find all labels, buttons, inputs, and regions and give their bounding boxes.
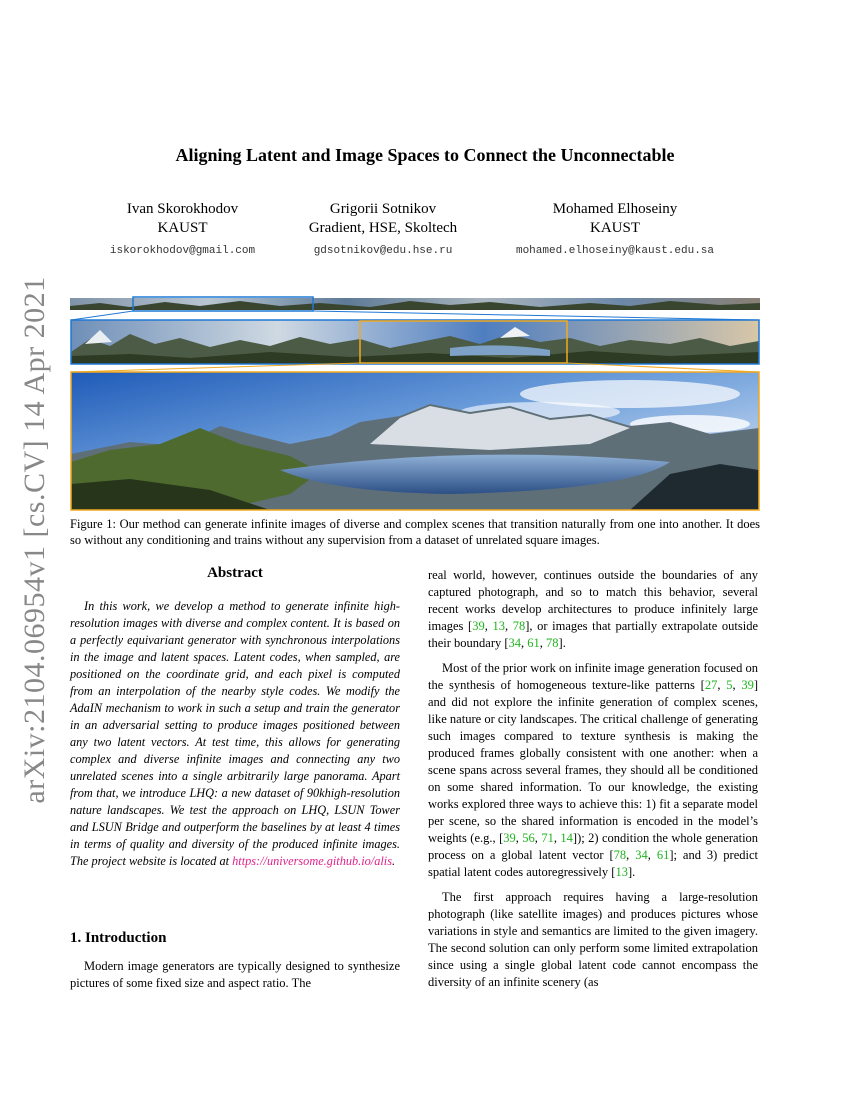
text-run: ]. bbox=[627, 865, 636, 879]
citation-link[interactable]: 13 bbox=[492, 619, 505, 633]
abstract-text: In this work, we develop a method to generate infinite high-resolution images with diverse and complex content. It is based on a perfectly equivariant generator with synchronous interpolations in the image and latent spaces. Latent codes, when sampled, are positioned on the coordinate grid, and each pixel is computed from an interpolation of the nearby style codes. We modify the AdaIN mechanism to work in such a setup and train the generator in an adversarial setting to produce images positioned between any two latent vectors. At test time, this allows for generating complex and diverse infinite images and connecting any two unrelated scenes into a single arbitrarily large panorama. Apart from that, we introduce LHQ: a new dataset of 90khigh-resolution nature landscapes. We test the approach on LHQ, LSUN Tower and LSUN Bridge and outperform the baselines by at least 4 times in terms of quality and diversity of the produced infinite images. The project website is located at bbox=[70, 599, 400, 868]
paper-title: Aligning Latent and Image Spaces to Connect the Unconnectable bbox=[175, 145, 675, 165]
abstract-heading: Abstract bbox=[207, 565, 263, 581]
figure-1-panorama bbox=[70, 294, 760, 514]
right-paragraph-1: Most of the prior work on infinite image generation focused on the synthesis of homogeneous texture-like patterns [27, 5, 39] and did not explore the infinite generation of complex scenes, like nature or city landscapes. The critical challenge of generating such images compared to texture synthesis is making the produced frames globally consistent with one another: when a scene spans across several frames, they should all be conditioned on some shared information. To our knowledge, the existing works explored three ways to achieve this: 1) fit a separate model per scene, so the shared information is encoded in the model’s weights (e.g., [39, 56, 71, 14]); 2) condition the whole generation process on a global latent vector [78, 34, 61]; and 3) predict spatial latent codes autoregressively [13]. bbox=[428, 661, 759, 879]
author-3 bbox=[495, 200, 735, 261]
citation-link[interactable]: 61 bbox=[656, 848, 670, 862]
right-paragraph-2: The first approach requires having a large-resolution photograph (like satellite images) and produces pictures whose variations in style and semantics are limited to the given imagery. The second solution can only perform some limited extrapolation since using a single global latent code cannot encompass the diversity of an infinite scenery (as bbox=[428, 890, 758, 989]
author-name: Ivan Skorokhodov bbox=[126, 201, 239, 217]
text-run: real world, however, continues outside the boundaries of any captured photograph, and so to match this behavior, several recent works develop architectures to produce infinitely large images [ bbox=[428, 568, 758, 633]
text-run: ]; and 3) predict spatial latent codes autoregressively [ bbox=[428, 848, 758, 879]
citation-link[interactable]: 34 bbox=[508, 636, 522, 650]
citation-link[interactable]: 5 bbox=[726, 678, 733, 692]
author-name: Grigorii Sotnikov bbox=[329, 201, 437, 217]
citation-link[interactable]: 13 bbox=[615, 865, 628, 879]
intro-paragraph-1: Modern image generators are typically designed to synthesize pictures of some fixed size and aspect ratio. The bbox=[70, 959, 400, 990]
author-2 bbox=[283, 200, 483, 261]
figure-caption: Figure 1: Our method can generate infinite images of diverse and complex scenes that transition naturally from one into another. It does so without any conditioning and trains without any supervision from a dataset of unrelated square images. bbox=[70, 517, 760, 547]
arxiv-id: arXiv:2104.06954v1 [cs.CV] 14 Apr 2021 bbox=[18, 276, 51, 804]
panorama-strip-top bbox=[70, 297, 760, 311]
author-email[interactable]: gdsotnikov@edu.hse.ru bbox=[313, 245, 453, 257]
arxiv-sidebar bbox=[15, 276, 55, 804]
text-run: ] and did not explore the infinite generation of complex scenes, like nature or city landscapes. The critical challenge of generating such images compared to texture synthesis is making the produced frames globally consistent with one another: when a scene spans across several frames, they should all be conditioned on some shared information. To our knowledge, the existing works explored three ways to achieve this: 1) fit a separate model per scene, so the shared information is encoded in the model’s weights (e.g., [ bbox=[428, 678, 759, 845]
citation-link[interactable]: 39 bbox=[503, 831, 516, 845]
citation-link[interactable]: 14 bbox=[560, 831, 573, 845]
citation-link[interactable]: 61 bbox=[527, 636, 540, 650]
citation-link[interactable]: 78 bbox=[546, 636, 559, 650]
right-column bbox=[428, 567, 758, 999]
citation-link[interactable]: 78 bbox=[512, 619, 526, 633]
right-paragraph-0: real world, however, continues outside the boundaries of any captured photograph, and so to match this behavior, several recent works develop architectures to produce infinitely large images [39, 13, 78], or images that partially extrapolate outside their boundary [34, 61, 78]. bbox=[428, 568, 759, 650]
citation-link[interactable]: 78 bbox=[613, 848, 627, 862]
author-1 bbox=[95, 200, 270, 261]
author-affiliation: KAUST bbox=[157, 220, 208, 236]
citation-link[interactable]: 34 bbox=[635, 848, 648, 862]
citation-link[interactable]: 39 bbox=[741, 678, 754, 692]
author-affiliation: KAUST bbox=[589, 220, 640, 236]
citation-link[interactable]: 27 bbox=[704, 678, 718, 692]
citation-link[interactable]: 56 bbox=[522, 831, 535, 845]
intro-body bbox=[70, 958, 400, 1000]
citation-link[interactable]: 71 bbox=[541, 831, 554, 845]
intro-heading: 1. Introduction bbox=[70, 930, 167, 946]
abstract-body bbox=[70, 598, 400, 870]
text-run: ], or images that partially extrapolate outside their boundary [ bbox=[428, 619, 759, 650]
citation-link[interactable]: 39 bbox=[472, 619, 485, 633]
author-email[interactable]: iskorokhodov@gmail.com bbox=[109, 245, 256, 257]
text-run: ]); 2) condition the whole generation process on a global latent vector [ bbox=[428, 831, 759, 862]
abstract-end: . bbox=[391, 854, 396, 868]
author-email[interactable]: mohamed.elhoseiny@kaust.edu.sa bbox=[515, 245, 715, 257]
panorama-strip-middle bbox=[71, 320, 759, 364]
project-website-link[interactable]: https://universome.github.io/alis bbox=[232, 854, 392, 868]
text-run: Most of the prior work on infinite image generation focused on the synthesis of homogeneous texture-like patterns [ bbox=[428, 661, 758, 692]
panorama-large-view bbox=[71, 372, 759, 510]
author-name: Mohamed Elhoseiny bbox=[552, 201, 678, 217]
author-affiliation: Gradient, HSE, Skoltech bbox=[308, 220, 458, 236]
text-run: ]. bbox=[558, 636, 566, 650]
